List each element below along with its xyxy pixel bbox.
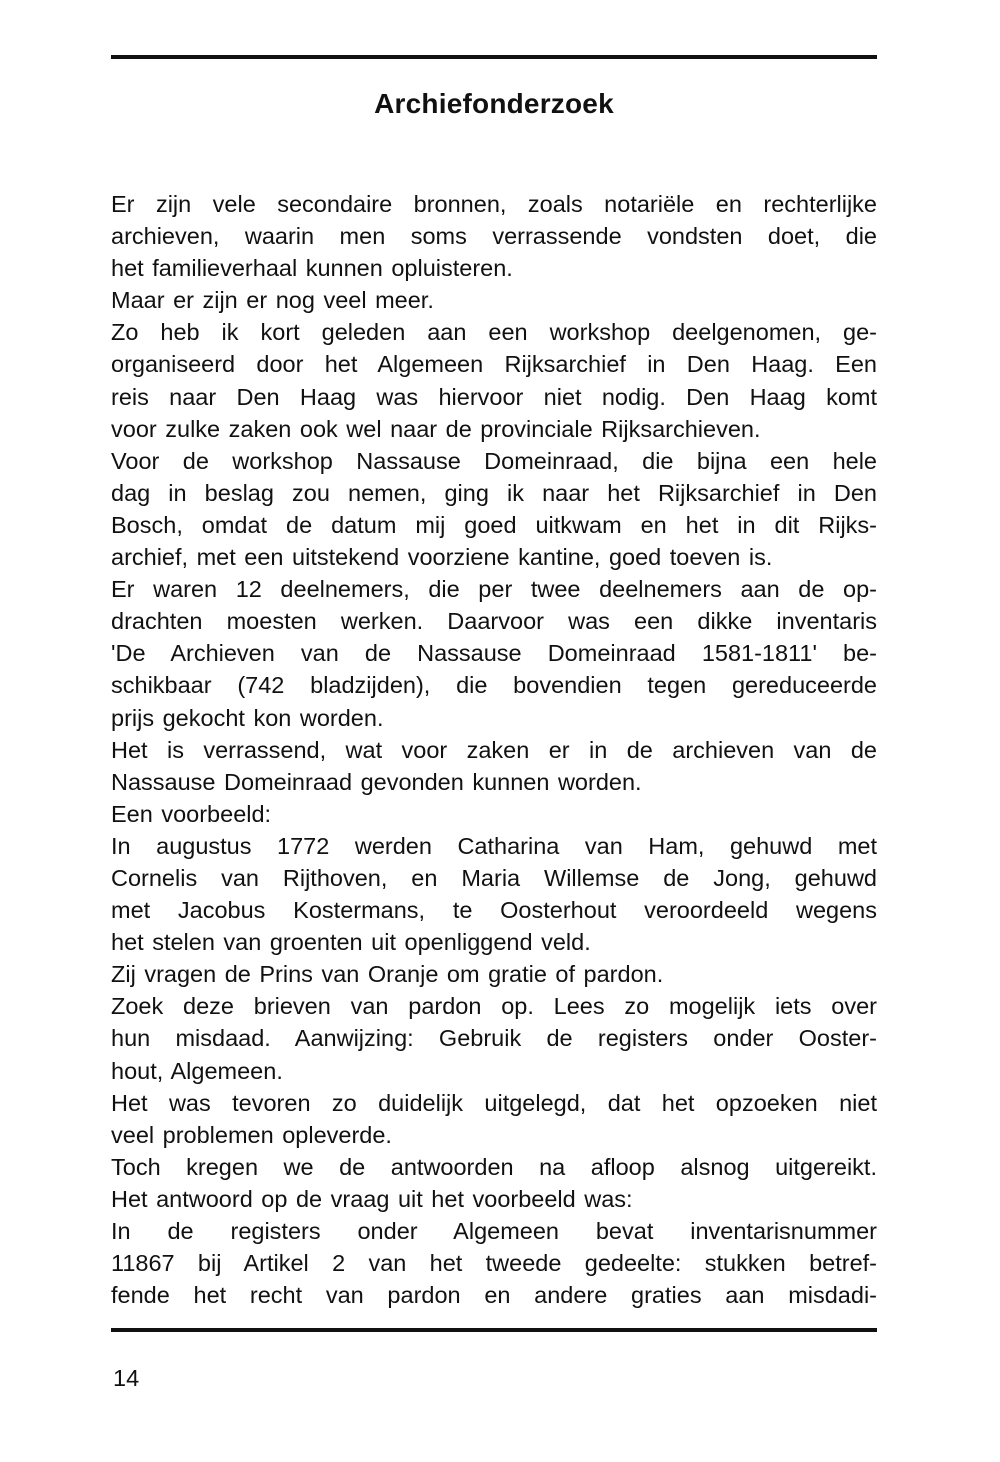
text-line: Een voorbeeld: — [111, 800, 272, 827]
bottom-rule — [111, 1328, 877, 1332]
text-line: voor zulke zaken ook wel naar de provinciale Rijksarchieven. — [111, 415, 761, 442]
text-line: organiseerd door het Algemeen Rijksarchief in Den Haag. Een — [111, 351, 877, 378]
text-line: Het was tevoren zo duidelijk uitgelegd, dat het opzoeken niet — [111, 1089, 877, 1116]
text-line: Cornelis van Rijthoven, en Maria Willemse de Jong, gehuwd — [111, 864, 877, 891]
text-line: Maar er zijn er nog veel meer. — [111, 287, 434, 314]
text-line: Zoek deze brieven van pardon op. Lees zo mogelijk iets over — [111, 993, 877, 1020]
text-line: fende het recht van pardon en andere graties aan misdadi- — [111, 1282, 877, 1309]
text-line: hout, Algemeen. — [111, 1057, 283, 1084]
text-line: drachten moesten werken. Daarvoor was een dikke inventaris — [111, 608, 877, 635]
body-text — [111, 188, 877, 1311]
text-line: Zij vragen de Prins van Oranje om gratie of pardon. — [111, 961, 664, 988]
text-line: 11867 bij Artikel 2 van het tweede gedeelte: stukken betref- — [111, 1250, 877, 1277]
text-line: archieven, waarin men soms verrassende vondsten doet, die — [111, 223, 877, 250]
text-line: archief, met een uitstekend voorziene kantine, goed toeven is. — [111, 544, 773, 571]
text-line: Er zijn vele secondaire bronnen, zoals notariële en rechterlijke — [111, 191, 877, 217]
text-line: het familieverhaal kunnen opluisteren. — [111, 255, 513, 282]
text-line: In de registers onder Algemeen bevat inventarisnummer — [111, 1218, 877, 1244]
text-line: Er waren 12 deelnemers, die per twee deelnemers aan de op- — [111, 576, 877, 603]
text-line: reis naar Den Haag was hiervoor niet nodig. Den Haag komt — [111, 383, 877, 410]
text-line: veel problemen opleverde. — [111, 1121, 392, 1148]
text-line: Zo heb ik kort geleden aan een workshop deelgenomen, ge- — [111, 319, 877, 346]
text-line: Het is verrassend, wat voor zaken er in de archieven van de — [111, 736, 877, 763]
text-line: Toch kregen we de antwoorden na afloop alsnog uitgereikt. — [111, 1153, 877, 1180]
text-line: schikbaar (742 bladzijden), die bovendien tegen gereduceerde — [111, 672, 877, 699]
text-line: Nassause Domeinraad gevonden kunnen worden. — [111, 768, 642, 795]
text-line: In augustus 1772 werden Catharina van Ham, gehuwd met — [111, 832, 877, 859]
text-line: prijs gekocht kon worden. — [111, 704, 384, 731]
text-line: met Jacobus Kostermans, te Oosterhout veroordeeld wegens — [111, 897, 877, 924]
text-line: het stelen van groenten uit openliggend veld. — [111, 929, 591, 956]
text-line: 'De Archieven van de Nassause Domeinraad 1581-1811' be- — [111, 640, 877, 667]
top-rule — [111, 55, 877, 59]
text-line: hun misdaad. Aanwijzing: Gebruik de registers onder Ooster- — [111, 1025, 877, 1052]
text-line: Het antwoord op de vraag uit het voorbeeld was: — [111, 1185, 633, 1212]
text-line: Voor de workshop Nassause Domeinraad, die bijna een hele — [111, 447, 877, 474]
text-line: Bosch, omdat de datum mij goed uitkwam en het in dit Rijks- — [111, 511, 877, 538]
page-title: Archiefonderzoek — [374, 88, 614, 119]
page-number: 14 — [113, 1365, 140, 1391]
text-line: dag in beslag zou nemen, ging ik naar het Rijksarchief in Den — [111, 479, 877, 506]
